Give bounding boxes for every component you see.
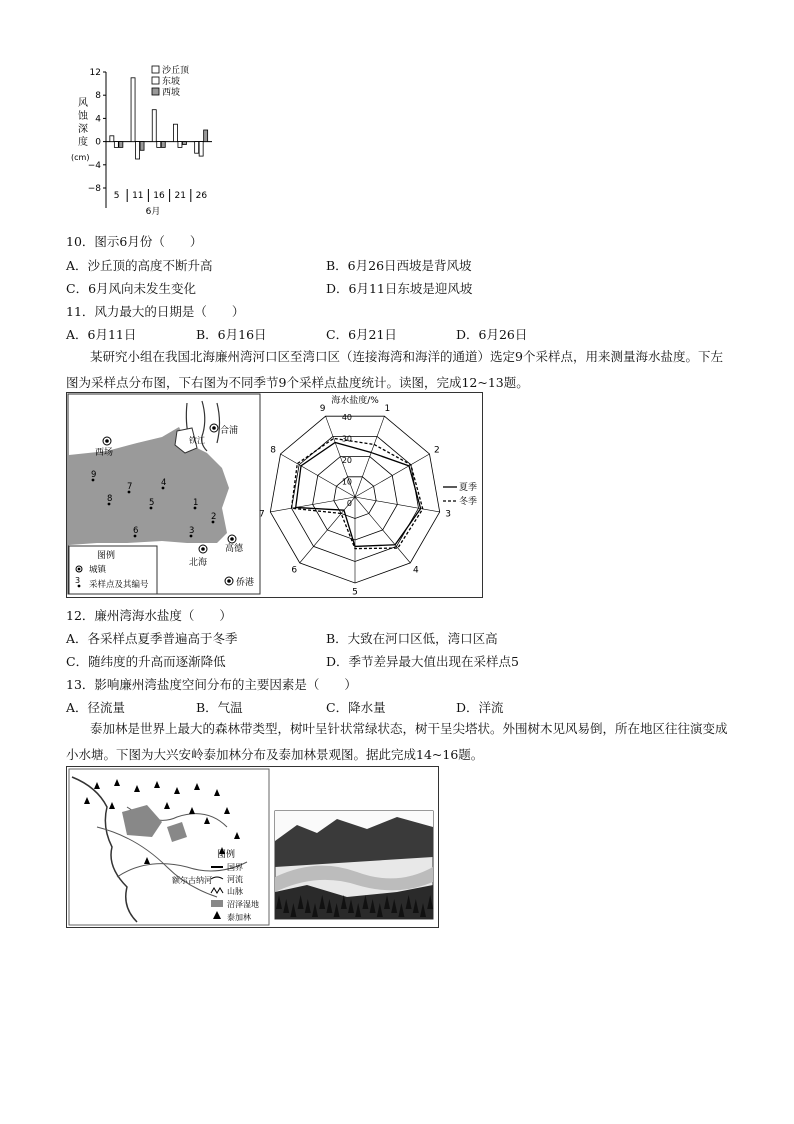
sample-point-label: 6 [133,526,139,536]
taiga-legend-title: 图例 [217,850,236,860]
q11-option-b[interactable]: B．6月16日 [196,327,267,342]
river-label-qinjiang: 钦江 [189,436,205,445]
svg-text:合浦: 合浦 [220,426,239,436]
wind-legend-swatch [152,88,159,95]
wind-xtick-label: 5 [113,191,120,201]
radar-spoke [355,497,410,563]
wind-ytick-label: 4 [95,114,101,125]
q10-option-c[interactable]: C．6月风向未发生变化 [66,281,197,296]
radar-legend-label: 夏季 [459,483,478,493]
wind-legend-label: 沙丘顶 [162,66,190,76]
wind-legend-label: 西坡 [162,88,181,98]
wind-bar [110,136,114,142]
radar-axis-label: 7 [258,509,265,520]
wind-bar [157,142,161,148]
q11-option-a[interactable]: A．6月11日 [66,327,137,342]
wind-ytick-label: 12 [89,68,101,78]
wind-bar [119,142,123,148]
radar-tick-label: 0 [346,499,352,508]
wind-xtick-label: 26 [195,191,208,201]
svg-text:西场: 西场 [95,448,114,458]
q12-option-b[interactable]: B．大致在河口区低，湾口区高 [326,631,498,646]
q11-stem: 11．风力最大的日期是（ ） [66,304,245,319]
wind-ytick-label: 0 [95,137,101,148]
radar-axis-label: 8 [270,445,276,456]
q10-option-a[interactable]: A．沙丘顶的高度不断升高 [66,258,213,273]
q11-option-d[interactable]: D．6月26日 [456,327,528,342]
radar-axis-label: 1 [384,404,391,415]
wind-erosion-svg [70,60,216,220]
legend-taiga: 泰加林 [227,913,251,922]
map-legend-point: 采样点及其编号 [89,580,149,590]
svg-text:侨港: 侨港 [236,578,255,588]
q13-option-d[interactable]: D．洋流 [456,700,504,715]
wind-xtick-label: 21 [174,191,186,201]
wind-bar [161,142,165,148]
q13-stem: 13．影响廉州湾盐度空间分布的主要因素是（ ） [66,677,357,692]
intro-paragraph-taiga: 泰加林是世界上最大的森林带类型，树叶呈针状常绿状态，树干呈尖塔状。外围树木见风易倒，所在地区往往演变成小水塘。下图为大兴安岭泰加林分布及泰加林景观图。据此完成14~16题。 [66,721,728,762]
radar-tick-label: 10 [341,477,352,487]
wind-ytick-label: −4 [87,160,101,171]
radar-tick-label: 30 [341,434,352,444]
map-legend-point-num: 3 [75,576,81,585]
sample-point-label: 8 [107,494,113,504]
sample-point-label: 9 [91,470,97,480]
wind-erosion-chart [70,60,216,220]
wind-ylabel-char: 度 [78,137,88,148]
river-label-erguna: 额尔古纳河 [172,876,212,885]
taiga-svg [67,767,438,927]
radar-title: 海水盐度/% [331,396,379,406]
lianzhou-bay-map [67,393,263,597]
radar-axis-label: 2 [434,445,440,456]
legend-mountain: 山脉 [227,887,243,896]
sample-point-label: 4 [161,478,167,488]
wind-bar [173,124,177,141]
q10-option-d[interactable]: D．6月11日东坡是迎风坡 [326,281,473,296]
wind-bar [195,142,199,154]
wind-ylabel-char: 蚀 [78,111,88,122]
wind-ytick-label: −8 [87,184,101,194]
radar-axis-label: 9 [319,404,326,415]
legend-river: 河流 [227,875,243,884]
wind-ylabel-unit: (cm) [71,153,90,162]
wind-bar [114,142,118,148]
radar-axis-label: 6 [291,565,298,576]
taiga-figure [66,766,439,928]
q12-option-d[interactable]: D．季节差异最大值出现在采样点5 [326,654,519,669]
sample-point-label: 1 [193,498,199,508]
q13-option-b[interactable]: B．气温 [196,700,243,715]
map-legend-title: 图例 [97,551,116,561]
wind-bar [199,142,203,157]
salinity-radar-chart [258,393,480,598]
salinity-figure [66,392,483,598]
q12-stem: 12．廉州湾海水盐度（ ） [66,608,232,623]
wind-xtick-label: 16 [153,191,165,201]
q10-stem: 10．图示6月份（ ） [66,234,203,249]
wind-xlabel: 6月 [145,207,161,217]
q13-option-a[interactable]: A．径流量 [66,700,126,715]
wind-ylabel-char: 风 [78,98,88,109]
wind-ytick-label: 8 [95,91,101,102]
map-legend-town: 城镇 [89,565,107,575]
radar-spoke [355,497,440,512]
wind-bar [140,142,144,151]
radar-axis-label: 3 [445,509,452,520]
intro-paragraph-salinity: 某研究小组在我国北海廉州湾河口区至湾口区（连接海湾和海洋的通道）选定9个采样点，用来测量海水盐度。下左图为采样点分布图，下右图为不同季节9个采样点盐度统计。读图，完成12~13题。 [66,349,723,390]
svg-text:北海: 北海 [189,558,208,568]
radar-axis-label: 4 [412,565,419,576]
q11-option-c[interactable]: C．6月21日 [326,327,397,342]
q12-option-c[interactable]: C．随纬度的升高而逐渐降低 [66,654,226,669]
radar-tick-label: 40 [341,413,352,422]
wind-bar [204,130,208,142]
q10-option-b[interactable]: B．6月26日西坡是背风坡 [326,258,472,273]
wind-legend-swatch [152,66,159,73]
wind-bar [178,142,182,148]
legend-border: 国界 [227,863,243,872]
wind-bar [136,142,140,159]
q12-option-a[interactable]: A．各采样点夏季普遍高于冬季 [66,631,238,646]
wind-bar [182,142,186,145]
wind-legend-swatch [152,77,159,84]
radar-axis-label: 5 [352,587,358,598]
legend-wetland: 沼泽湿地 [227,900,259,909]
sample-point-label: 2 [211,512,217,522]
wind-bar [152,110,156,142]
radar-tick-label: 20 [341,456,352,465]
wind-ylabel-char: 深 [78,124,88,135]
sample-point-label: 7 [127,482,133,492]
sample-point-label: 5 [149,498,155,508]
wind-legend-label: 东坡 [162,77,181,87]
wind-xtick-label: 11 [132,191,144,201]
svg-text:高德: 高德 [225,544,244,554]
taiga-landscape-photo [275,811,433,919]
sample-point-label: 3 [189,526,195,536]
wind-bar [131,78,135,142]
q13-option-c[interactable]: C．降水量 [326,700,386,715]
radar-legend-label: 冬季 [459,497,478,507]
